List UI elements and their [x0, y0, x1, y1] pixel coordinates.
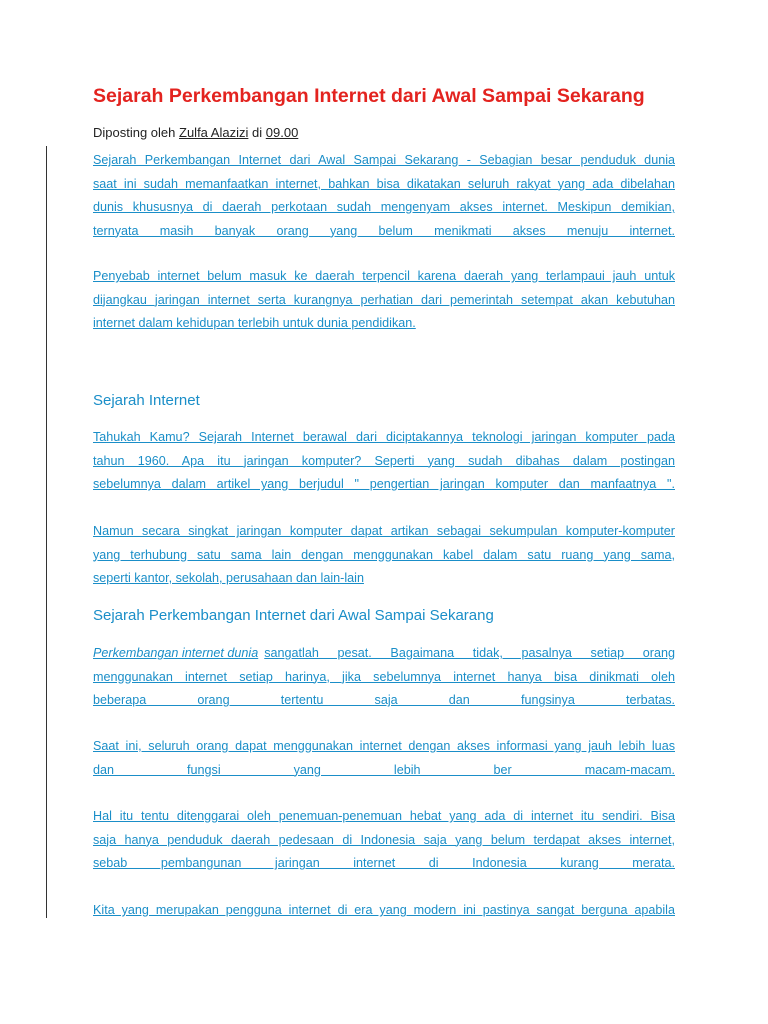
paragraph-line[interactable]: sebelumnya dalam artikel yang berjudul " pengertian jaringan komputer dan manfaatnya ". [93, 477, 675, 491]
heading-sejarah-internet: Sejarah Internet [93, 392, 200, 409]
paragraph-line[interactable] [93, 642, 675, 666]
page-title: Sejarah Perkembangan Internet dari Awal Sampai Sekarang [93, 85, 645, 107]
paragraph-line[interactable]: dan fungsi yang lebih ber macam-macam. [93, 762, 675, 777]
paragraph-line[interactable]: menggunakan internet setiap harinya, jika sebelumnya internet hanya bisa dinikmati oleh [93, 669, 675, 684]
italic-lead: Perkembangan internet dunia [93, 646, 259, 660]
post-time-link[interactable]: 09.00 [265, 125, 299, 140]
margin-line [46, 146, 47, 918]
paragraph-intro [93, 149, 675, 243]
paragraph-line[interactable]: Tahukah Kamu? Sejarah Internet berawal dari diciptakannya teknologi jaringan komputer pada [93, 430, 675, 444]
paragraph-cause [93, 265, 675, 336]
post-byline [93, 125, 298, 140]
paragraph-line[interactable]: Sejarah Perkembangan Internet dari Awal Sampai Sekarang - Sebagian besar penduduk dunia [93, 153, 675, 167]
paragraph-line[interactable]: Saat ini, seluruh orang dapat menggunakan internet dengan akses informasi yang jauh lebih luas [93, 739, 675, 753]
byline-mid: di [252, 125, 263, 140]
paragraph-line[interactable]: saat ini sudah memanfaatkan internet, bahkan bisa dikatakan seluruh rakyat yang ada dibelahan [93, 176, 675, 191]
paragraph-network [93, 520, 675, 591]
author-link[interactable]: Zulfa Alazizi [179, 125, 249, 140]
paragraph-line[interactable]: Namun secara singkat jaringan komputer dapat artikan sebagai sekumpulan komputer-komputer [93, 524, 675, 538]
paragraph-users [93, 899, 675, 923]
paragraph-line[interactable]: seperti kantor, sekolah, perusahaan dan lain-lain [93, 571, 364, 585]
lead-rest: sangatlah pesat. Bagaimana tidak, pasalnya setiap orang [264, 646, 675, 660]
paragraph-line[interactable]: Hal itu tentu ditenggarai oleh penemuan-penemuan hebat yang ada di internet itu sendiri. Bisa [93, 809, 675, 823]
paragraph-line[interactable]: Penyebab internet belum masuk ke daerah terpencil karena daerah yang terlampaui jauh untuk [93, 269, 675, 283]
paragraph-line[interactable]: tahun 1960. Apa itu jaringan komputer? Seperti yang sudah dibahas dalam postingan [93, 453, 675, 468]
paragraph-line[interactable]: beberapa orang tertentu saja dan fungsinya terbatas. [93, 693, 675, 707]
heading-perkembangan: Sejarah Perkembangan Internet dari Awal Sampai Sekarang [93, 607, 494, 624]
byline-prefix: Diposting oleh [93, 125, 176, 140]
paragraph-history [93, 426, 675, 497]
paragraph-development [93, 642, 675, 713]
paragraph-line[interactable]: saja hanya penduduk daerah pedesaan di Indonesia saja yang belum terdapat akses internet, [93, 832, 675, 847]
paragraph-line[interactable]: yang terhubung satu sama lain dengan menggunakan kabel dalam satu ruang yang sama, [93, 547, 675, 562]
paragraph-line[interactable]: sebab pembangunan jaringan internet di Indonesia kurang merata. [93, 856, 675, 870]
paragraph-line[interactable]: dijangkau jaringan internet serta kurangnya perhatian dari pemerintah setempat akan kebutuhan [93, 292, 675, 307]
paragraph-discoveries [93, 805, 675, 876]
paragraph-today [93, 735, 675, 782]
paragraph-line[interactable]: Kita yang merupakan pengguna internet di era yang modern ini pastinya sangat berguna apabila [93, 903, 675, 917]
paragraph-line[interactable]: internet dalam kehidupan terlebih untuk dunia pendidikan. [93, 316, 416, 330]
paragraph-line[interactable]: ternyata masih banyak orang yang belum menikmati akses menuju internet. [93, 223, 675, 238]
paragraph-line[interactable]: dunis khususnya di daerah perkotaan sudah mengenyam akses internet. Meskipun demikian, [93, 200, 675, 214]
